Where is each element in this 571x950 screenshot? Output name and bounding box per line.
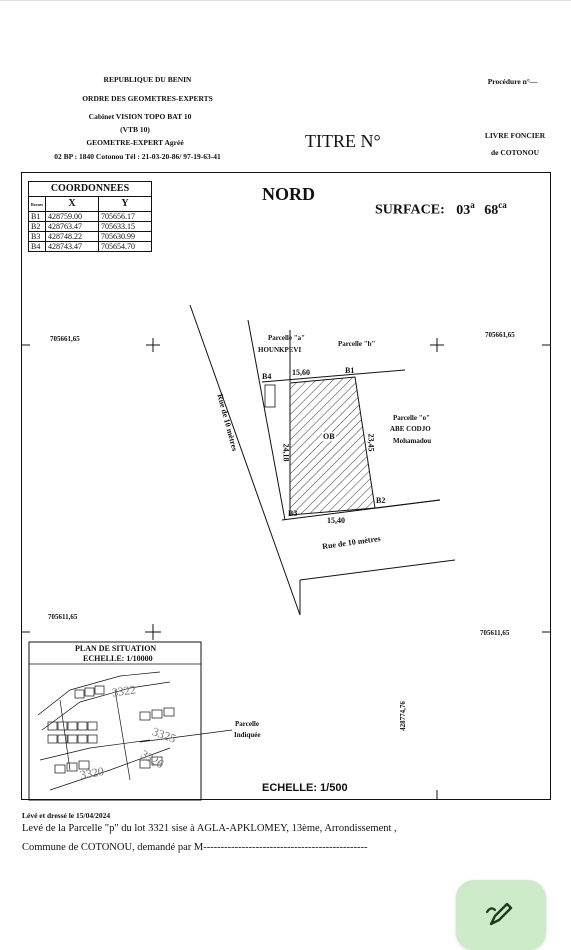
coords-cell: B4 [29,242,46,252]
surface-centiares-unit: ca [498,200,507,210]
small-structure [265,385,275,407]
situation-parcelle-label: Parcelle [235,720,259,728]
table-row [29,242,152,252]
header-contact: 02 BP : 1840 Cotonou Tél : 21-03-20-86/ 97-19-63-41 [54,152,221,161]
parcelle-o-owner: ABE CODJO [390,425,431,433]
north-label: NORD [262,184,315,204]
parcelle-o-owner-2: Mohamadou [393,437,432,445]
parcelle-o-label: Parcelle "o" [393,414,430,422]
table-row [29,232,152,242]
header-cotonou: de COTONOU [491,148,539,157]
dimension-right: 23,45 [366,433,376,452]
marker-b3: B3 [288,509,298,518]
header-ordre: ORDRE DES GEOMETRES-EXPERTS [82,94,213,103]
header-cabinet: Cabinet VISION TOPO BAT 10 [88,112,192,121]
coords-cell: 705656.17 [99,212,152,222]
lot-label-3322: 3322 [111,682,137,700]
lot-label-3326: 3326 [138,747,167,772]
marker-b4: B4 [262,372,272,381]
situation-scale: ECHELLE: 1/10000 [83,654,153,663]
lot-label-3325: 3325 [150,724,178,746]
footer-line-1: Levé de la Parcelle "p" du lot 3321 sise à AGLA-APKLOMEY, 13ème, Arrondissement , [22,823,397,834]
coords-col-y: Y [99,197,152,212]
header-vtb: (VTB 10) [120,125,150,134]
coords-cell: 428743.47 [46,242,99,252]
coords-cell: 705630.99 [99,232,152,242]
grid-label-br: 705611,65 [480,629,510,637]
coords-cell: B1 [29,212,46,222]
coords-title: COORDONNEES [29,182,152,197]
parcel-center-label: OB [323,432,335,441]
surface [375,200,507,219]
marker-b2: B2 [376,496,386,505]
header-geometre: GEOMETRE-EXPERT Agréé [86,138,184,147]
surface-centiares: 68 [484,202,499,218]
edit-pen-icon [481,894,521,934]
table-row [29,212,152,222]
grid-label-tl: 705661,65 [50,335,80,343]
coords-cell: B2 [29,222,46,232]
page-title: TITRE N° [305,131,381,151]
situation-parcelle-indiquee: Indiquée [234,731,261,739]
dimension-top: 15,60 [292,368,310,377]
header-livre-foncier: LIVRE FONCIER [484,131,546,140]
table-row [29,222,152,232]
road-label-vertical: Rue de 10 mètres [215,392,240,453]
road-label-horizontal: Rue de 10 mètres [321,533,382,552]
grid-cross-bl [145,624,161,640]
map-scale: ECHELLE: 1/500 [262,782,348,794]
lot-label-3320: 3320 [78,764,105,782]
coords-cell: 428748.22 [46,232,99,242]
parcel-p [290,377,375,515]
coords-cell: B3 [29,232,46,242]
coords-col-bornes: Bornes [29,197,46,212]
coords-col-x: X [46,197,99,212]
grid-label-bl: 705611,65 [48,613,78,621]
coords-cell: 428759.00 [46,212,99,222]
parcelle-a-owner: HOUNKPEVI [258,346,302,354]
grid-cross-tr [430,338,444,352]
surface-ares: 03 [456,202,471,218]
coords-cell: 705633.15 [99,222,152,232]
coords-cell: 705654.70 [99,242,152,252]
dimension-bottom: 15,40 [327,516,345,525]
coords-cell: 428763.47 [46,222,99,232]
edit-button[interactable] [456,880,546,950]
surface-label: SURFACE: [375,202,445,218]
parcelle-a-label: Parcelle "a" [268,334,305,342]
grid-cross-tl [146,338,160,352]
marker-b1: B1 [345,366,355,375]
situation-title: PLAN DE SITUATION [75,644,157,653]
header-republic: REPUBLIQUE DU BENIN [103,75,192,84]
coords-table [28,181,152,252]
dimension-left: 24,18 [281,443,291,462]
surface-ares-unit: a [470,200,475,210]
footer-line-2: Commune de COTONOU, demandé par M----------------------------------------------- [22,842,368,853]
footer-date: Lévé et dressé le 15/04/2024 [22,811,111,820]
parcelle-b-label: Parcelle "b" [338,340,376,348]
coords-table-box [28,181,152,252]
header-procedure: Procédure n°— [487,77,538,86]
road-edge-bottom-h [300,560,455,580]
grid-label-tr: 705661,65 [485,331,515,339]
grid-label-vertical: 428774,76 [398,701,407,731]
